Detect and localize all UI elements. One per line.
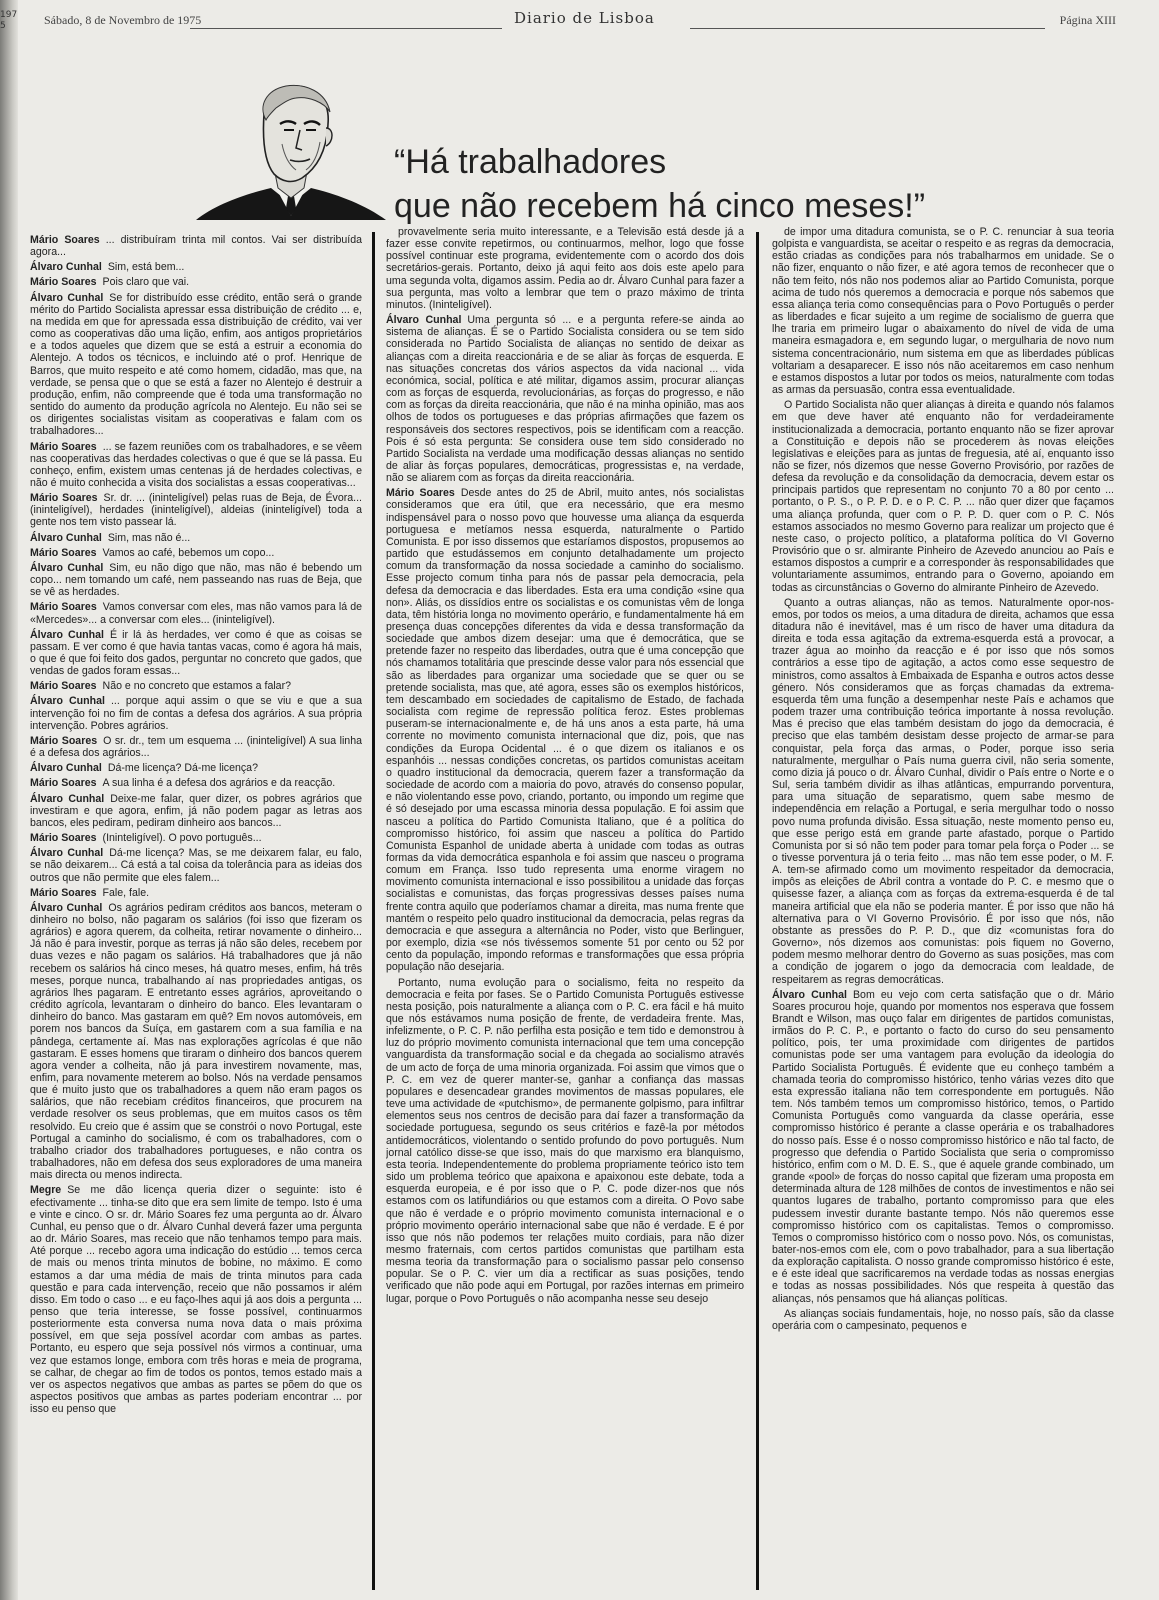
paragraph-text: Vamos conversar com eles, mas não vamos para lá de «Mercedes»... a conversar com eles... (ininteligível). (30, 601, 362, 626)
speaker-name: Álvaro Cunhal (30, 561, 104, 574)
article-paragraph (386, 977, 744, 1305)
speaker-name: Álvaro Cunhal (30, 261, 102, 274)
paragraph-text: Fale, fale. (102, 886, 150, 899)
paragraph-text: Bom eu vejo com certa satisfação que o dr. Mário Soares procurou hoje, quando por momentos nos esperava que fossem Brandt e Wilson, mas ouço falar em dirigentes de partidos comunistas, irmãos do P. C. P., e portanto o facto do curso do seu pensamento político, pois, ter uma proximidade com dirigentes de partidos comunistas pode ser uma vantagem para evolução da ideologia do Partido Socialista Português. É evidente que eu conheço também a chamada teoria do compromisso histórico, tenho várias vezes dito que esta expressão italiana não tem correspondente em português. Não tem. Nós também temos um compromisso histórico, temos, o Partido Comunista Português como vanguarda da classe operária, esse compromisso histórico é perante a classe operária e os trabalhadores do nosso país. Esse é o nosso compromisso histórico e não tal facto, de progresso que defendia o Partido Socialista que seria o compromisso histórico, enfim com o M. D. E. S., que é aquele grande combinado, um grande «pool» de forças do nosso capital que fizeram uma proposta em determinada altura de 128 milhões de contos de investimentos e não sei quantos lugares de trabalho, portanto compromisso para que eles pudessem investir durante bastante tempo. Nós não queremos esse compromisso histórico com os capitalistas. Temos o compromisso. Temos o compromisso histórico com o nosso povo. Nós, os comunistas, bater-nos-emos com ele, com o povo trabalhador, para a sua libertação da exploração capitalista. O nosso grande compromisso histórico é este, e é este ideal que sacrificaremos na verdade todas as nossas energias e todas as nossas possibilidades. Nós que respeita à questão das alianças, nós pensamos que há alianças políticas. (772, 988, 1114, 1305)
article-paragraph (30, 441, 362, 490)
paragraph-text: Pois claro que vai. (102, 276, 190, 289)
article-paragraph (30, 292, 362, 438)
paragraph-text: Uma pergunta só ... e a pergunta refere-se ainda ao sistema de alianças. É se o Partido Socialista considera ou se tem sido considerada no Partido Socialista de alianças no sentido de deixar as alianças com a direita reaccionária e de se aliar às forças de esquerda. E nas situações concretas dos vários aspectos da vida nacional ... vida económica, social, política e até militar, digamos assim, procurar alianças com as forças de esquerda, revolucionárias, as forças do progresso, e não com as forças da direita reaccionária, que não é na minha opinião, mas aos olhos de todos os portugueses e das próprias afirmações que fazem os responsáveis dos sectores respectivos, pois se identificam com a reacção. Pois é só esta pergunta: Se considera ouse tem sido considerado no Partido Socialista na verdade uma modificação dessas alianças no sentido de aliar às forças populares, democráticas, progressistas e, na verdade, não se aliarem com as forças da direita reaccionária. (386, 314, 744, 485)
speaker-name: Álvaro Cunhal (30, 531, 102, 544)
paragraph-text: Se for distribuído esse crédito, então será o grande mérito do Partido Socialista apressar essa distribuição de crédito ... e, na medida em que for apressada essa distribuição de crédito, vai ver como as cooperativas dão uma lição, enfim, aos antigos proprietários e a todos aqueles que dizem que se está a estruir a economia do Alentejo. A todos os técnicos, e incluindo até o prof. Henrique de Barros, que muito respeito e até como homem, cidadão, mas que, na verdade, se pensa que o que se está a fazer no Alentejo é destruir a produção, enfim, não compreende que é toda uma transformação no sentido do aumento da produção agrícola no Alentejo. Eu não sei se os dirigentes socialistas visitam as cooperativas e falam com os trabalhadores... (30, 291, 362, 438)
article-paragraph (30, 547, 362, 559)
speaker-name: Álvaro Cunhal (30, 628, 104, 641)
headline-line-1: “Há trabalhadores (394, 143, 667, 181)
paragraph-text: Desde antes do 25 de Abril, muito antes, nós socialistas consideramos que era útil, que era necessário, que era mesmo indispensável para o nosso povo que houvesse uma aliança da esquerda portuguesa e metíamos nessa esquerda, naturalmente o Partido Comunista. E por isso dissemos que estaríamos dispostos, propusemos ao partido que estudássemos em conjunto detalhadamente um projecto comum da transformação da nossa sociedade a caminho do socialismo. Esse projecto comum tinha para nós de passar pela democracia, pela defesa da democracia e das liberdades. Esta era uma condição «sine qua non». Aliás, os dissídios entre os socialistas e os comunistas vêm de longa data, têm história longa no movimento operário, e fundamentalmente há em presença duas concepções diferentes da vida e dessa transformação da sociedade que ambos dizem desejar: uma que é democrática, que se pretende fazer no respeito das liberdades, outra que é uma concepção que nós chamamos totalitária que prescinde desse valor para nós essencial que são as liberdades para organizar uma sociedade que se quer ou se pretende socialista, mas que, até agora, esses são os exemplos históricos, tem descambado em sociedades de capitalismo de Estado, de fachada socialista com regime de repressão política feroz. Estes problemas puseram-se internacionalmente e, de há uns anos a esta parte, há uma corrente no movimento comunista internacional que diz, pois, que nas condições da Europa Ocidental ... é o que dizem os italianos e os espanhóis ... nessas condições concretas, os partidos comunistas aceitam o quadro institucional da democracia, querem fazer a transformação da sociedade de acordo com a maioria do povo, através do consenso popular, e não violentando esse povo, criando, portanto, ou impondo um regime que é só desejado por uma escassa minoria dessa população. E foi assim que nasceu a política do Partido Comunista Italiano, que é a política do compromisso histórico, foi assim que nasceu a política do Partido Comunista Espanhol de unidade aberta à unidade com todas as outras formas da vida democrática espanhola e foi assim que nasceu o programa comum em França. Isso tudo representa uma enorme viragem no movimento comunista internacional e isso possibilitou a unidade das forças socialistas e comunistas, das forças progressivas desses países numa frente contra aquilo que poderíamos chamar a direita, mas numa frente que mantém o respeito pelo quadro institucional da democracia, pelas regras da democracia e que assegura a alternância no Poder, visto que Berlinguer, por exemplo, dizia «se nós tivéssemos somente 51 por cento ou 52 por cento da população, impondo reformas e transformações que essa própria população não desejaria. (386, 487, 744, 974)
date-line: Sábado, 8 de Novembro de 1975 (44, 13, 202, 27)
paragraph-text: Sim, está bem... (107, 261, 185, 274)
speaker-name: Mário Soares (30, 440, 97, 453)
paragraph-text: Quanto a outras alianças, não as temos. Naturalmente opor-nos-emos, por todos os meios, a uma ditadura de direita, achamos que essa ditadura não é inevitável, mas é um risco de haver uma ditadura da direita e toda essa agitação da extrema-esquerda está a provocar, a trazer água ao moinho da reacção e é por isso que nós somos contrários a esse tipo de agitação, a actos como esse sequestro de ministros, como assaltos à Embaixada de Espanha e outros actos desse género. Nós consideramos que as forças chamadas da extrema-esquerda têm uma função a desempenhar neste País e achamos que podem trazer uma contribuição teórica importante à nossa revolução. Mas é preciso que elas também desistam do jogo da democracia, é preciso que elas também desistam desse projecto de armar-se para conquistar, pela força das armas, o Poder, porque isso seria naturalmente, mergulhar o País numa guerra civil, não seria somente, como dizia já pouco o dr. Álvaro Cunhal, dividir o País entre o Norte e o Sul, seria também dividir as ilhas atlânticas, empurrando porventura, para uma situação de separatismo, quem sabe mesmo de independência em relação a Portugal, e seria mergulhar todo o nosso povo numa profunda divisão. Essa situação, neste momento penso eu, que esse perigo está em grande parte afastado, porque o Partido Comunista por si só não tem poder para tomar pela força o Poder ... se o tivesse porventura já o teria feito ... mas não tem esse poder, o M. F. A. tem-se afirmado como um movimento respeitador da democracia, impôs as eleições de Abril contra a vontade do P. C. e mesmo que o quisesse fazer, a aliança com as forças da extrema-esquerda é de tal maneira artificial que ela não se poderia manter. É por isso que não há alternativa para o VI Governo Provisório. É por isso que nós, não obstante as pressões do P. P. D., que diz «comunistas fora do Governo», nós dizemos aos comunistas: pois fiquem no Governo, podem mesmo melhorar dentro do Governo as suas posições, mas com a condição de jogarem o jogo da democracia com lealdade, de respeitarem as regras democráticas. (772, 596, 1114, 986)
speaker-name: Mário Soares (30, 777, 97, 790)
article-paragraph (30, 234, 362, 258)
speaker-name: Mário Soares (30, 234, 100, 246)
article-paragraph (30, 562, 362, 598)
article-paragraph (30, 887, 362, 899)
article-paragraph (30, 1184, 362, 1415)
paragraph-text: Deixe-me falar, quer dizer, os pobres agrários que investiram e que agora, enfim, já não podem pagar as letras aos bancos, eles pediram, pediram dinheiro aos bancos... (30, 792, 362, 829)
paragraph-text: provavelmente seria muito interessante, e a Televisão está desde já a fazer esse convite repetirmos, ou continuarmos, melhor, logo que fosse possível continuar este programa, evidentemente com o acordo dos dois secretários-gerais. Portanto, deixo já aqui feito aos dois este apelo para uma segunda volta, digamos assim. Pedia ao dr. Álvaro Cunhal para fazer a sua pergunta, mas volto a lembrar que tem o prazo máximo de trinta minutos. (Ininteligível). (386, 226, 744, 311)
paragraph-text: ... se fazem reuniões com os trabalhadores, e se vêem nas cooperativas das herdades colectivas o que é que se lá passa. Eu conheço, enfim, existem umas centenas já de herdades colectivas, e não é muito conhecida a visita dos socialistas a essas cooperativas... (30, 440, 362, 489)
article-paragraph (772, 989, 1114, 1305)
page-binding (0, 0, 18, 1600)
article-paragraph (30, 793, 362, 829)
paragraph-text: Sim, eu não digo que não, mas não é bebendo um copo... nem tomando um café, nem passeando nas ruas de Beja, que se vê as herdades. (30, 561, 362, 599)
column-rule (372, 232, 375, 1590)
paragraph-text: Não e no concreto que estamos a falar? (102, 680, 291, 693)
article-paragraph (30, 735, 362, 759)
paragraph-text: de impor uma ditadura comunista, se o P. C. renunciar à sua teoria golpista e vanguardista, se aceitar o respeito e as regras da democracia, estão criadas as condições para nós trabalharmos em unidade. Se o não fizer, enquanto o não fizer, e até agora temos de reconhecer que o não tem feito, nós não nos podemos aliar ao Partido Comunista, porque acima de tudo nós queremos a democracia e porque nós sabemos que essa aliança teria como consequências para o Povo Português o perder as liberdades e ficar sujeito a um regime de socialismo de guerra que lhe traria em primeiro lugar o abaixamento do nível de vida de uma maneira esmagadora e, em segundo lugar, o mergulharia de novo num sistema concentracionário, num sistema em que as liberdades públicas voltariam a desaparecer. E isso nós não aceitaremos em caso nenhum e estamos dispostos a lutar por todos os meios, naturalmente com todas as armas da persuasão, contra essa eventualidade. (772, 226, 1114, 397)
paragraph-text: Portanto, numa evolução para o socialismo, feita no respeito da democracia e feita por fases. Se o Partido Comunista Português estivesse nesta posição, pois naturalmente a aliança com o P. C. era fácil e há muito que nós estávamos numa posição de frente, de verdadeira frente. Mas, infelizmente, o P. C. P. não perfilha esta posição e tem tido e demonstrou à luz do próprio movimento comunista internacional que tem uma concepção vanguardista da transformação social e da chegada ao socialismo através de um acto de força de uma minoria organizada. Foi assim que vimos que o P. C. em vez de querer manter-se, ganhar a confiança das massas populares e desencadear grandes movimentos de massas populares, ele teve uma actividade de «putchismo», de permanente golpismo, para infiltrar elementos seus nos centros de decisão para daí fazer a transformação da sociedade portuguesa, segundo os seus critérios e fazê-la por métodos antidemocráticos, violentando o sentido profundo do povo português. Num jornal católico disse-se que isso, mais do que marxismo era blanquismo, esta teoria. Independentemente do problema propriamente teórico isto tem sido um problema teórico que apaixona e apaixonou este debate, toda a esquerda europeia, e é por isso que o P. C. pode dizer-nos que nós estamos com os latifundiários ou que estamos com a direita. O Povo sabe que não é verdade e o próprio movimento comunista internacional e o próprio movimento operário internacional sabe que não é verdade. E é por isso que nós não podemos ter relações muito cordiais, para não dizer mesmo fraternais, com certos partidos comunistas que partilham esta mesma teoria da transformação para o socialismo passar pelo consenso popular. Se o P. C. vier um dia a rectificar as suas posições, tendo verificado que não pode aqui em Portugal, por razões internas em primeiro lugar, porque o Povo Português o não acompanha nesse seu desejo (386, 976, 744, 1305)
speaker-name: Álvaro Cunhal (30, 695, 105, 708)
paragraph-text: O Partido Socialista não quer alianças à direita e quando nós falamos em que deve haver até enquanto não for verdadeiramente institucionalizada a democracia, portanto enquanto não se fizer aprovar a Constituição e depois não se procederem às novas eleições legislativas e eleições para as juntas de freguesia, até aí, enquanto isso não se fizer, nós dizemos que nesse Governo Provisório, por razões de defesa da revolução e da consolidação da democracia, devem estar os principais partidos que representam no conjunto 70 a 80 por cento ... portanto, o P. S., o P. P. D. e o P. C. P. ... não quer dizer que façamos uma aliança profunda, quer com o P. P. D. quer com o P. C. Nós estamos associados no mesmo Governo para realizar um projecto que é neste caso, o projecto político, a plataforma política do VI Governo Provisório que o sr. almirante Pinheiro de Azevedo anunciou ao País e estamos dispostos a cumprir e a corresponder às responsabilidades que voluntariamente assumimos, entrando para o Governo, apoiando em todas as circunstâncias o Governo do almirante Pinheiro de Azevedo. (772, 399, 1114, 594)
paragraph-text: Dá-me licença? Dá-me licença? (107, 762, 258, 775)
article-paragraph (30, 902, 362, 1182)
article-paragraph (30, 762, 362, 774)
article-paragraph (30, 695, 362, 731)
header-rule-right (690, 28, 1045, 29)
article-paragraph (386, 487, 744, 973)
article-paragraph (772, 226, 1114, 396)
article-paragraph (30, 601, 362, 625)
paragraph-text: A sua linha é a defesa dos agrários e da reacção. (102, 777, 336, 790)
article-paragraph (30, 629, 362, 678)
article-column-1 (30, 234, 362, 1584)
article-paragraph (30, 847, 362, 883)
headline (394, 140, 1094, 228)
speaker-name: Mário Soares (30, 601, 97, 614)
article-paragraph (30, 492, 362, 528)
paragraph-text: O sr. dr., tem um esquema ... (ininteligível) A sua linha é a defesa dos agrários... (30, 734, 362, 760)
speaker-name: Mário Soares (30, 734, 98, 747)
paragraph-text: As alianças sociais fundamentais, hoje, no nosso país, são da classe operária com o campesinato, pequenos e (772, 1307, 1114, 1332)
article-paragraph (772, 399, 1114, 594)
paragraph-text: ... porque aqui assim o que se viu e que a sua intervenção foi no fim de contas a defesa dos agrários. A sua própria intervenção. Pobres agrários. (30, 695, 362, 732)
portrait-illustration (196, 84, 386, 224)
article-paragraph (386, 226, 744, 311)
article-paragraph (30, 832, 362, 844)
headline-line-2: que não recebem há cinco meses!” (394, 187, 926, 225)
article-paragraph (386, 314, 744, 484)
paragraph-text: Sr. dr. ... (ininteligível) pelas ruas de Beja, de Évora... (ininteligível), herdades (ininteligível), aldeias (ininteligível) toda a gente nos tem visto passear lá. (30, 492, 362, 529)
article-paragraph (772, 597, 1114, 986)
article-paragraph (30, 532, 362, 544)
speaker-name: Mário Soares (30, 276, 97, 289)
article-paragraph (30, 680, 362, 692)
speaker-name: Álvaro Cunhal (772, 988, 847, 1001)
page-header (40, 8, 1140, 34)
speaker-name: Mário Soares (30, 680, 97, 693)
page-number: Página XIII (1059, 13, 1116, 27)
header-rule-left (190, 28, 502, 29)
paragraph-text: ... distribuíram trinta mil contos. Vai ser distribuída agora... (30, 234, 362, 259)
speaker-name: Álvaro Cunhal (30, 901, 103, 914)
speaker-name: Mário Soares (30, 832, 97, 845)
speaker-name: Álvaro Cunhal (386, 314, 462, 327)
article-paragraph (772, 1308, 1114, 1332)
article-column-2 (386, 226, 744, 1576)
paragraph-text: Dá-me licença? Mas, se me deixarem falar, eu falo, se não deixarem... Cá está a tal coisa da tolerância para as ideias dos outros que não permite que eles falem... (30, 847, 362, 884)
binding-year: 1975 (0, 10, 18, 31)
paragraph-text: É ir lá às herdades, ver como é que as coisas se passam. E ver como é que havia tantas vacas, como é agora há mais, o que é que foi feito dos gados, perguntar no concreto que gados, que vendas de gados foram essas... (30, 628, 362, 678)
article-column-3 (772, 226, 1114, 1576)
paragraph-text: (Ininteligível). O povo português... (102, 832, 262, 845)
masthead: Diario de Lisboa (514, 9, 655, 27)
article-paragraph (30, 777, 362, 789)
speaker-name: Álvaro Cunhal (30, 291, 104, 304)
speaker-name: Álvaro Cunhal (30, 792, 105, 805)
paragraph-text: Vamos ao café, bebemos um copo... (102, 546, 275, 559)
speaker-name: Mário Soares (386, 487, 455, 500)
paragraph-text: Sim, mas não é... (107, 531, 191, 544)
article-paragraph (30, 276, 362, 288)
column-rule (756, 232, 759, 1590)
speaker-name: Álvaro Cunhal (30, 762, 102, 775)
speaker-name: Megre (30, 1184, 62, 1197)
article-paragraph (30, 261, 362, 273)
speaker-name: Álvaro Cunhal (30, 847, 104, 860)
speaker-name: Mário Soares (30, 546, 97, 559)
paragraph-text: Os agrários pediram créditos aos bancos, meteram o dinheiro no bolso, não pagaram os salários (foi isso que fizeram os agrários) e agora querem, da colheita, retirar novamente o dinheiro... Já não é para investir, porque as terras já não são deles, recebem por duas vezes e não pagam os salários. Há trabalhadores que já não recebem os salários há cinco meses, há quatro meses, enfim, há três meses, porque nunca, trabalhando aí nas propriedades antigas, os agrários lhes pagaram. E entretanto esses agrários, aproveitando o crédito agrícola, levantaram o dinheiro do banco. Eles levantaram o dinheiro do banco. Mas gastaram em quê? Em novos automóveis, em porem nos bancos da Suíça, em gastarem com a sua família e na pândega, certamente aí. Mas nas explorações agrícolas é que não gastaram. E esses homens que tiraram o dinheiro dos bancos querem agora vender a colheita, não já para investirem novamente, mas, enfim, para novamente meterem ao bolso. Nós na verdade pensamos que é muito justo que os trabalhadores a quem não eram pagos os salários, que não recebiam créditos financeiros, que procurem na verdade resolver os seus problemas, que em muitos casos os têm resolvido. Eu creio que é assim que se constrói o novo Portugal, este Portugal a caminho do socialismo, é com os trabalhadores, com o trabalho criador dos trabalhadores portugueses, e não contra os trabalhadores, não em defesa dos seus exploradores de uma maneira mais directa ou menos indirecta. (30, 901, 362, 1182)
speaker-name: Mário Soares (30, 886, 97, 899)
paragraph-text: Se me dão licença queria dizer o seguinte: isto é efectivamente ... tinha-se dito que era sem limite de tempo. Isto é uma e vinte e cinco. O sr. dr. Mário Soares fez uma pergunta ao dr. Álvaro Cunhal, eu penso que o dr. Álvaro Cunhal deverá fazer uma pergunta ao dr. Mário Soares, mas receio que não tenhamos tempo para mais. Até porque ... recebo agora uma indicação do estúdio ... temos cerca de mais ou menos trinta minutos de bobine, no máximo. E como estamos a dar uma média de mais de trinta minutos para cada questão e para cada intervenção, receio que não possamos ir além disso. Em todo o caso ... e eu faço-lhes aqui já aos dois a pergunta ... penso que teria interesse, se fosse possível, continuarmos posteriormente esta conversa numa nova data o mais próxima possível, em que seja possível acordar com ambas as partes. Portanto, eu espero que seja possível nós virmos a continuar, uma vez que estamos longe, embora com três horas e meia de programa, se calhar, de chegar ao fim de todos os pontos, temos estado mais a ver os aspectos negativos que ambas as partes se põem do que os aspectos positivos que ambas as partes poderiam encontrar ... por isso eu penso que (30, 1184, 362, 1416)
speaker-name: Mário Soares (30, 492, 98, 505)
